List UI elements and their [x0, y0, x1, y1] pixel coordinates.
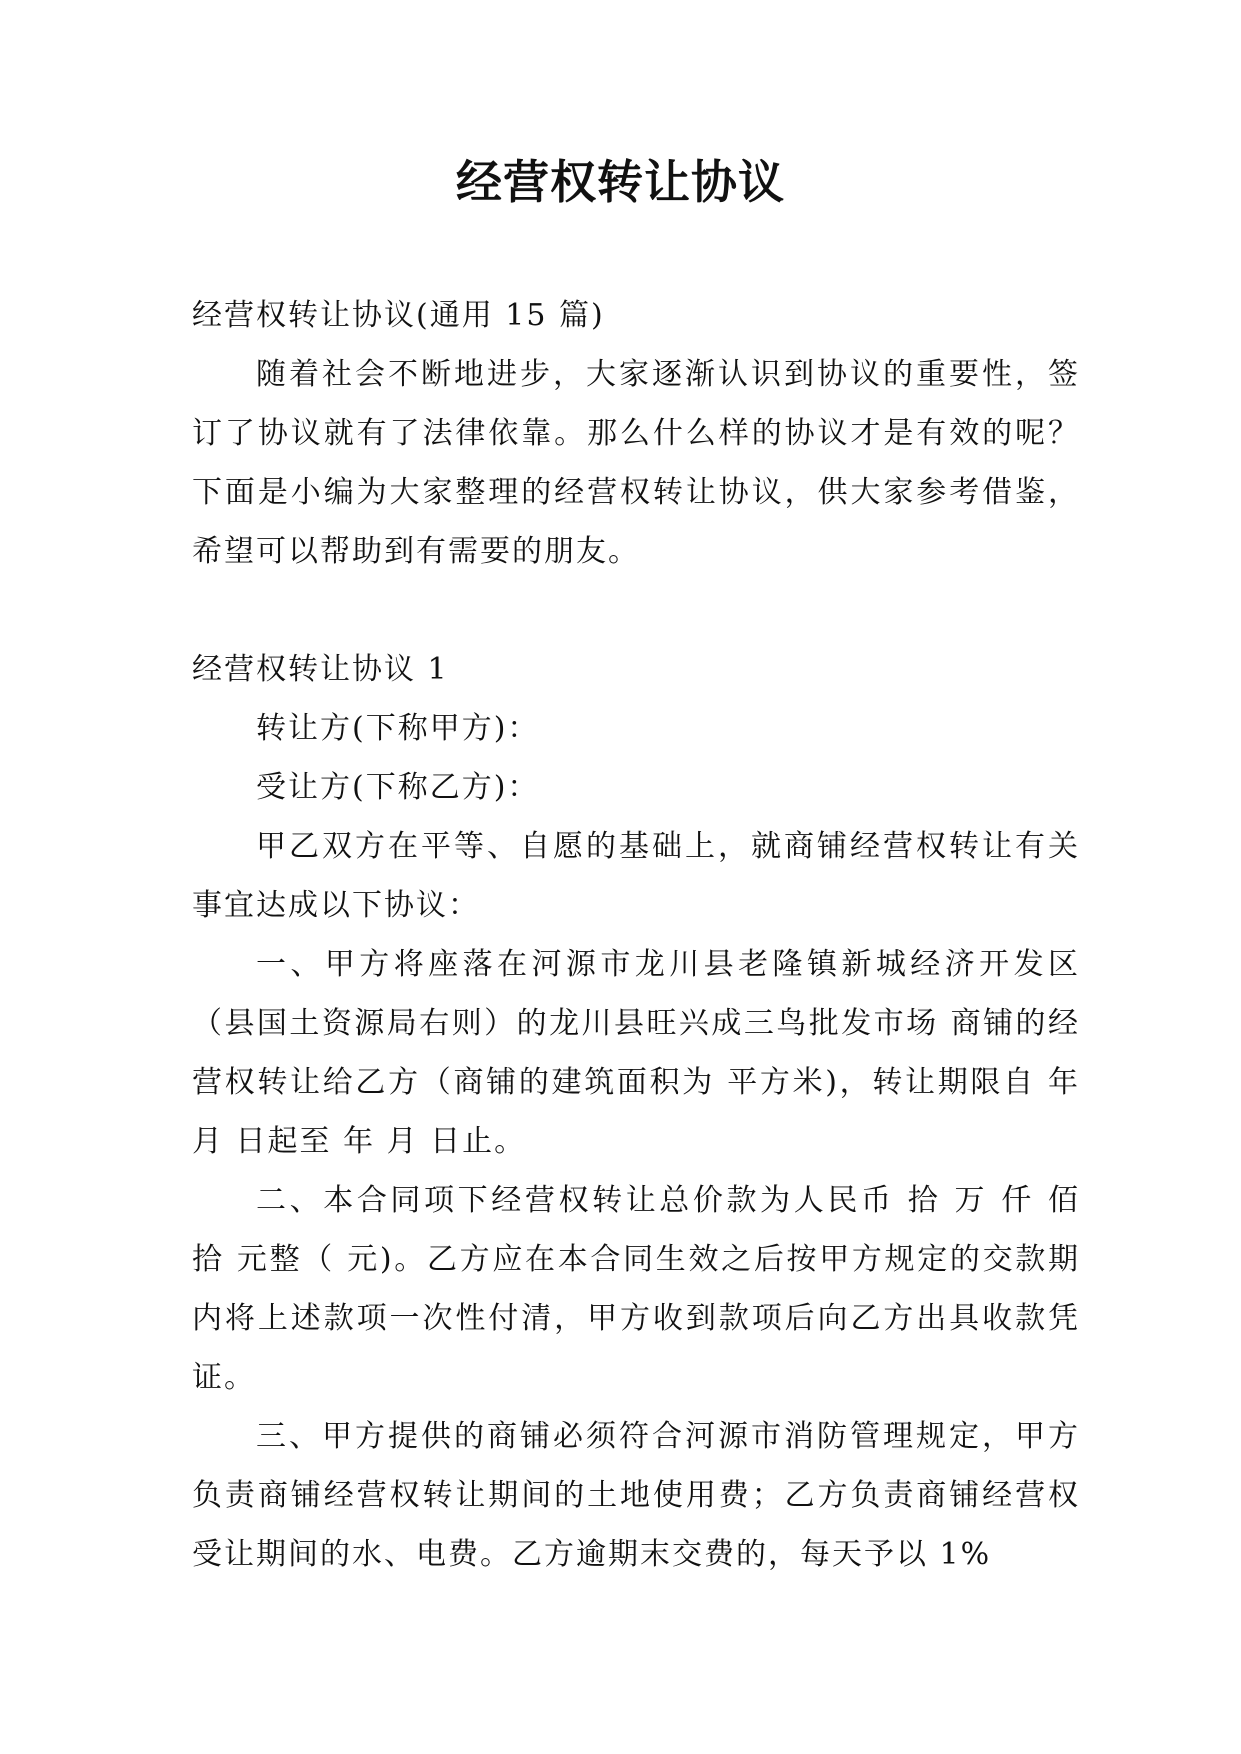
transferee-line: 受让方(下称乙方)： [256, 770, 540, 805]
section-heading: 经营权转让协议 1 [192, 652, 449, 687]
clause-3: 三、甲方提供的商铺必须符合河源市消防管理规定，甲方负责商铺经营权转让期间的土地使用费；乙方负责商铺经营权受让期间的水、电费。乙方逾期末交费的，每天予以 1% [192, 1419, 1080, 1572]
document-body [192, 286, 1080, 1584]
preamble-paragraph: 甲乙双方在平等、自愿的基础上，就商铺经营权转让有关事宜达成以下协议： [192, 829, 1080, 923]
document-subtitle: 经营权转让协议(通用 15 篇) [192, 298, 605, 333]
clause-1: 一、甲方将座落在河源市龙川县老隆镇新城经济开发区（县国土资源局右则）的龙川县旺兴成三鸟批发市场 商铺的经营权转让给乙方（商铺的建筑面积为 平方米)，转让期限自 年 月 日起至 年 月 日止。 [192, 947, 1080, 1159]
clause-2: 二、本合同项下经营权转让总价款为人民币 拾 万 仟 佰 拾 元整（ 元)。乙方应在本合同生效之后按甲方规定的交款期内将上述款项一次性付清，甲方收到款项后向乙方出具收款凭证。 [192, 1183, 1080, 1395]
document-title: 经营权转让协议 [456, 155, 785, 209]
paragraph-gap [192, 581, 1080, 640]
transferor-line: 转让方(下称甲方)： [256, 711, 540, 746]
intro-paragraph: 随着社会不断地进步，大家逐渐认识到协议的重要性，签订了协议就有了法律依靠。那么什么样的协议才是有效的呢？下面是小编为大家整理的经营权转让协议，供大家参考借鉴，希望可以帮助到有需要的朋友。 [192, 357, 1080, 569]
